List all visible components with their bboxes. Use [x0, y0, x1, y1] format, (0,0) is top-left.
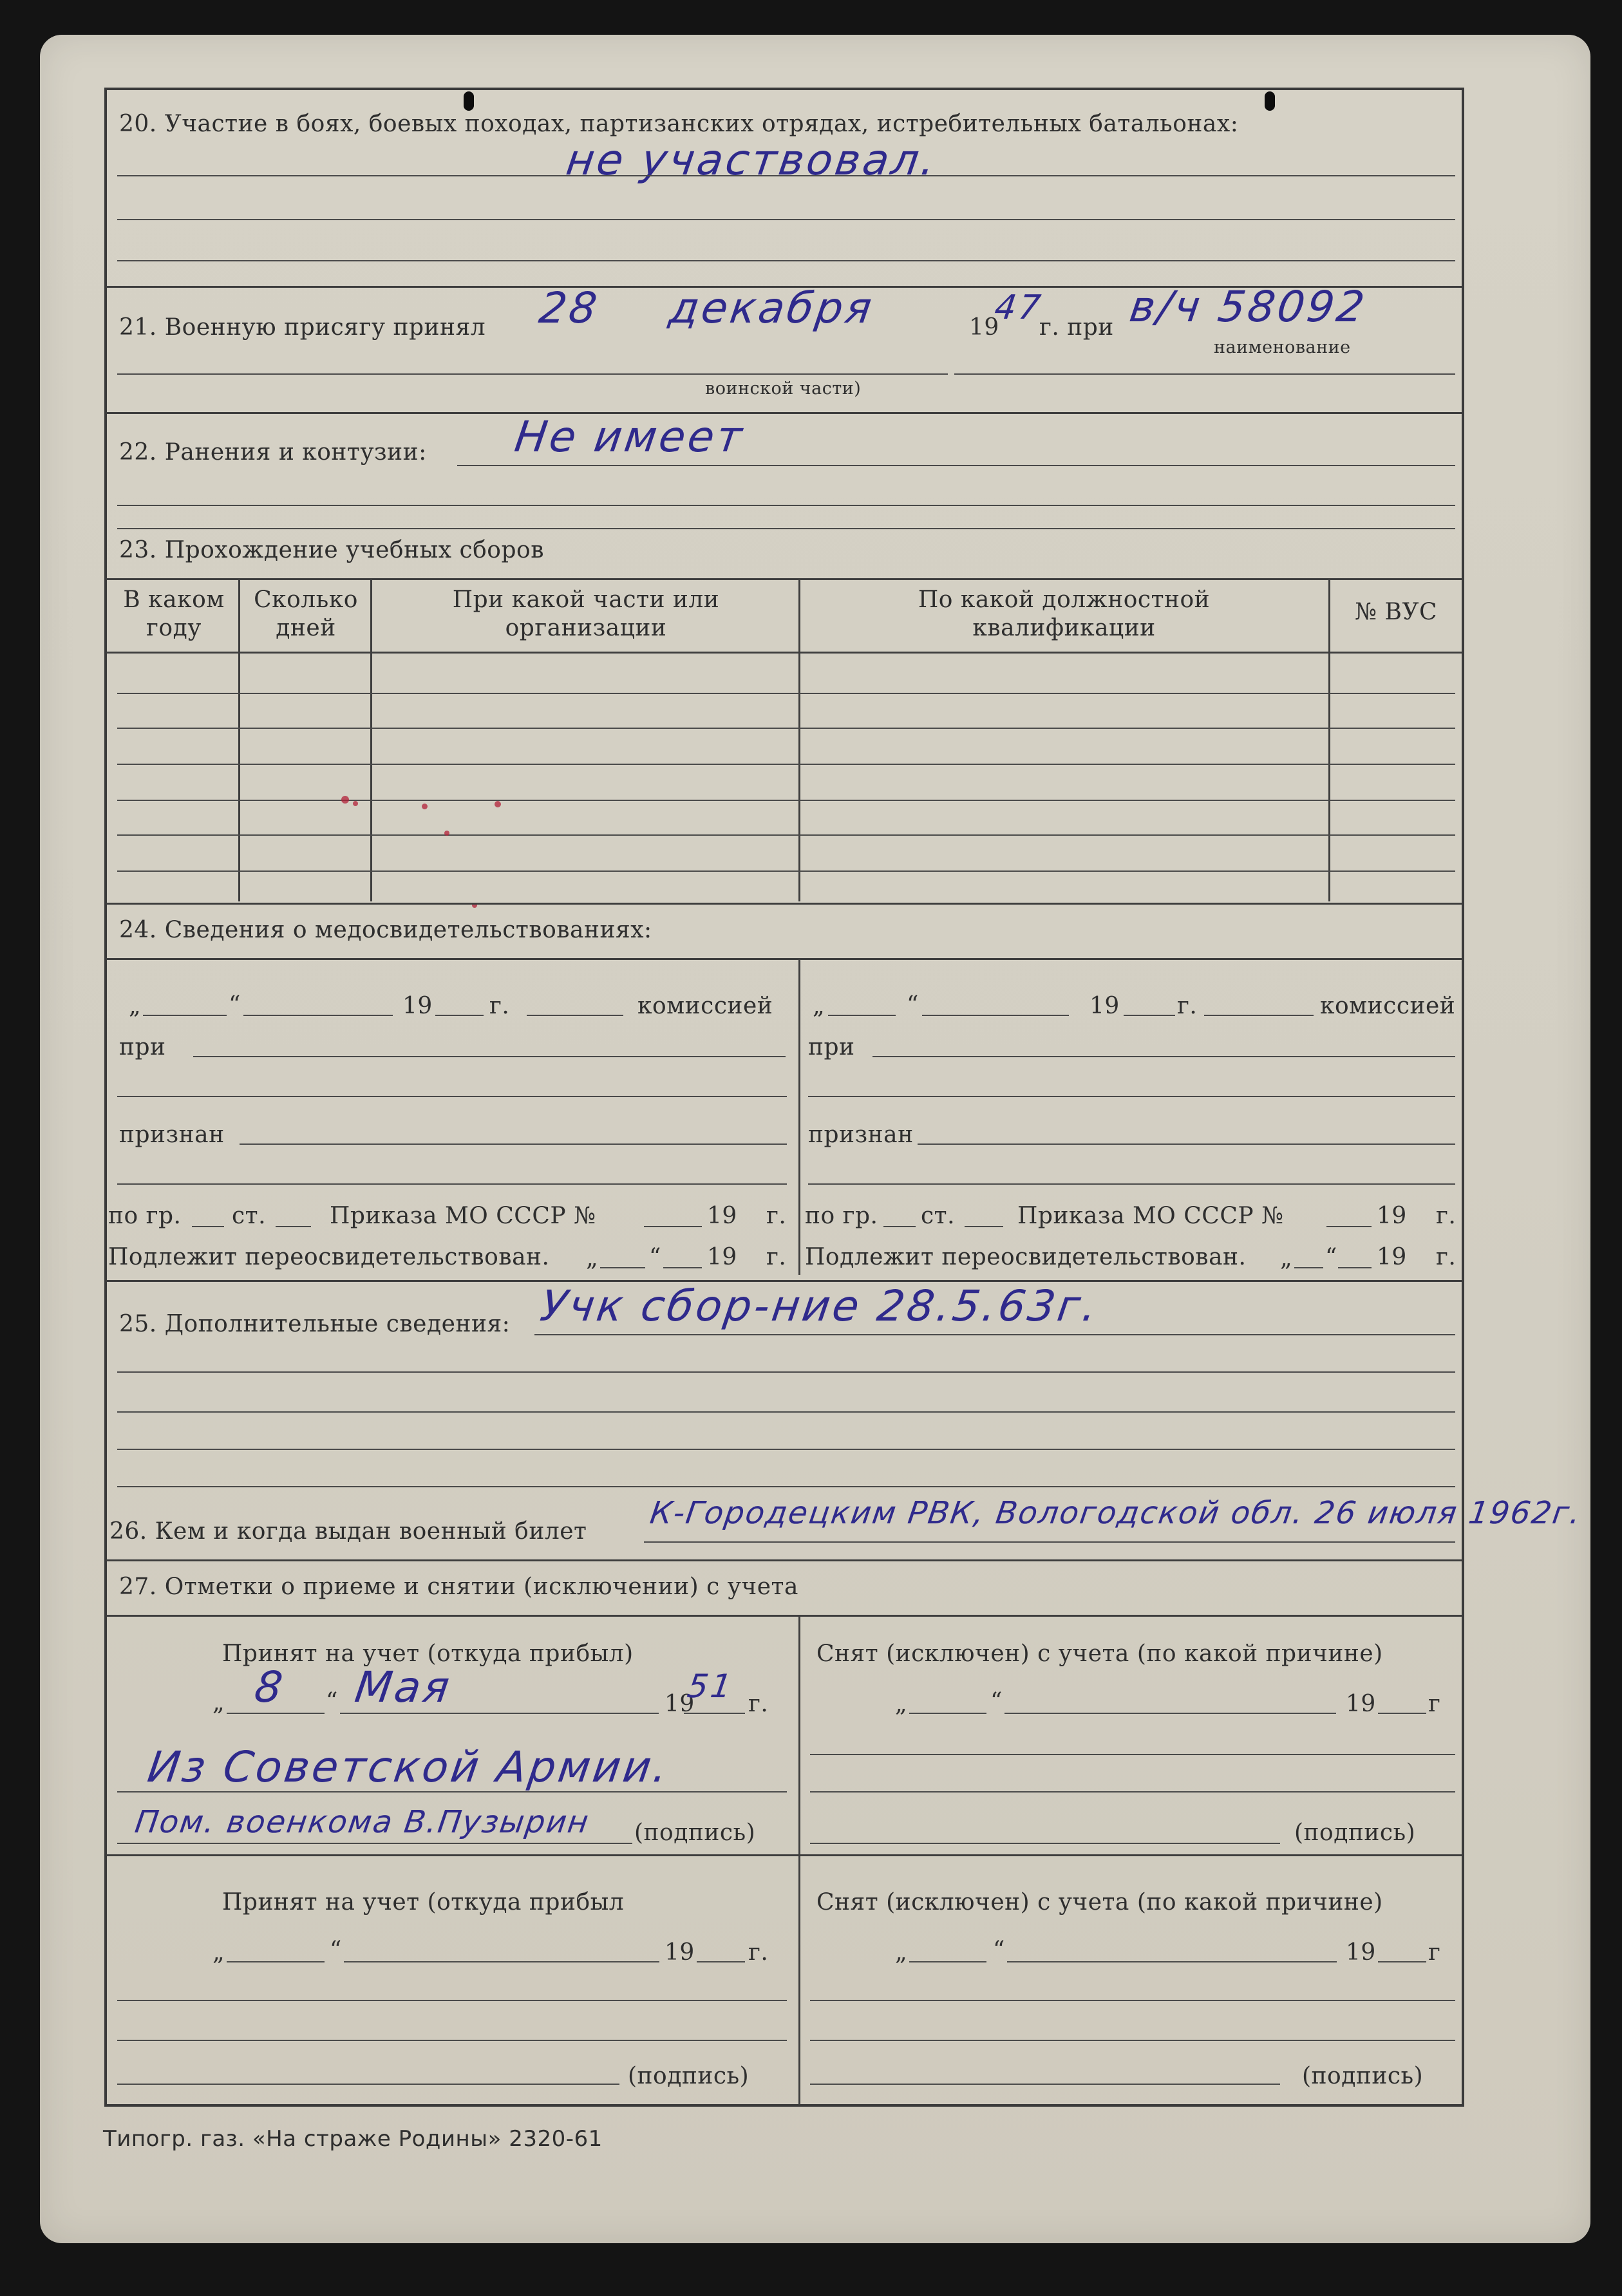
reg-in-1-title: Принят на учет (откуда прибыл) [222, 1641, 634, 1667]
col-qualification-header: По какой должностной квалификации [918, 587, 1211, 641]
reg-out-2-title: Снят (исключен) с учета (по какой причине) [816, 1889, 1383, 1915]
med-right-priznan: признан [808, 1122, 914, 1148]
section-22-label: 22. Ранения и контузии: [119, 439, 427, 466]
med-left-prikaz: Приказа МО СССР № [330, 1203, 596, 1229]
oath-note-unit: воинской части) [705, 379, 862, 399]
oath-g-pri: г. при [1039, 314, 1114, 341]
med-left-priznan: признан [119, 1122, 225, 1148]
section-21-label: 21. Военную присягу принял [119, 314, 486, 341]
col-year-header: В каком году [123, 587, 225, 641]
reg-in-1-year-hw: 51 [684, 1668, 737, 1705]
med-left-podlezhit: Подлежит переосвидетельствован. [108, 1244, 550, 1270]
reg-in-2-podpis: (подпись) [628, 2063, 750, 2089]
med-right-podlezhit: Подлежит переосвидетельствован. [805, 1244, 1247, 1270]
col-days-header: Сколько дней [254, 587, 358, 641]
reg-in-1-day: 8 [251, 1662, 288, 1712]
reg-in-1-podpis: (подпись) [634, 1820, 756, 1846]
med-right-komissiey: комиссией [1320, 993, 1456, 1019]
section-23-label: 23. Прохождение учебных сборов [119, 537, 544, 563]
section-26-answer: К-Городецким РВК, Вологодской обл. 26 июля 1962г. [648, 1495, 1584, 1531]
section-20-answer: не участвовал. [563, 135, 941, 185]
oath-day: 28 [536, 283, 603, 333]
printer-footer: Типогр. газ. «На страже Родины» 2320-61 [103, 2126, 603, 2152]
section-22-answer: Не имеет [511, 412, 748, 462]
med-left-year: 19 [402, 993, 433, 1019]
reg-in-1-month: Мая [352, 1662, 455, 1712]
med-right-year: 19 [1089, 993, 1120, 1019]
section-20-label: 20. Участие в боях, боевых походах, партизанских отрядах, истребительных батальонах: [119, 111, 1239, 137]
med-left-pri: при [119, 1034, 166, 1060]
reg-in-2-title: Принят на учет (откуда прибыл [222, 1889, 625, 1915]
reg-in-1-signature: Пом. военкома В.Пузырин [133, 1804, 592, 1840]
section-26-label: 26. Кем и когда выдан военный билет [109, 1518, 587, 1545]
reg-in-1-from: Из Советской Армии. [144, 1742, 674, 1792]
med-left-pogr: по гр. [108, 1203, 182, 1229]
section-27-label: 27. Отметки о приеме и снятии (исключении) с учета [119, 1574, 798, 1600]
med-right-g: г. [1177, 993, 1198, 1019]
oath-note-name: наименование [1214, 337, 1351, 357]
section-25-answer: Учк сбор-ние 28.5.63г. [537, 1281, 1102, 1331]
med-right-prikaz: Приказа МО СССР № [1017, 1203, 1284, 1229]
med-right-pri: при [808, 1034, 855, 1060]
oath-year-hw: 47 [992, 288, 1046, 327]
med-left-g: г. [489, 993, 510, 1019]
oath-year-print: 19 [969, 314, 999, 341]
reg-out-1-podpis: (подпись) [1294, 1820, 1416, 1846]
col-unit-header: При какой части или организации [452, 587, 720, 641]
section-25-label: 25. Дополнительные сведения: [119, 1311, 511, 1337]
section-24-label: 24. Сведения о медосвидетельствованиях: [119, 917, 652, 943]
oath-unit: в/ч 58092 [1126, 282, 1370, 332]
reg-out-2-podpis: (подпись) [1302, 2063, 1424, 2089]
med-right-pogr: по гр. [805, 1203, 878, 1229]
reg-out-1-title: Снят (исключен) с учета (по какой причине) [816, 1641, 1383, 1667]
reg-in-1-year-print: 19 [665, 1691, 695, 1717]
oath-month: декабря [666, 283, 878, 333]
med-left-komissiey: комиссией [637, 993, 773, 1019]
col-vus-header: № ВУС [1354, 599, 1438, 625]
